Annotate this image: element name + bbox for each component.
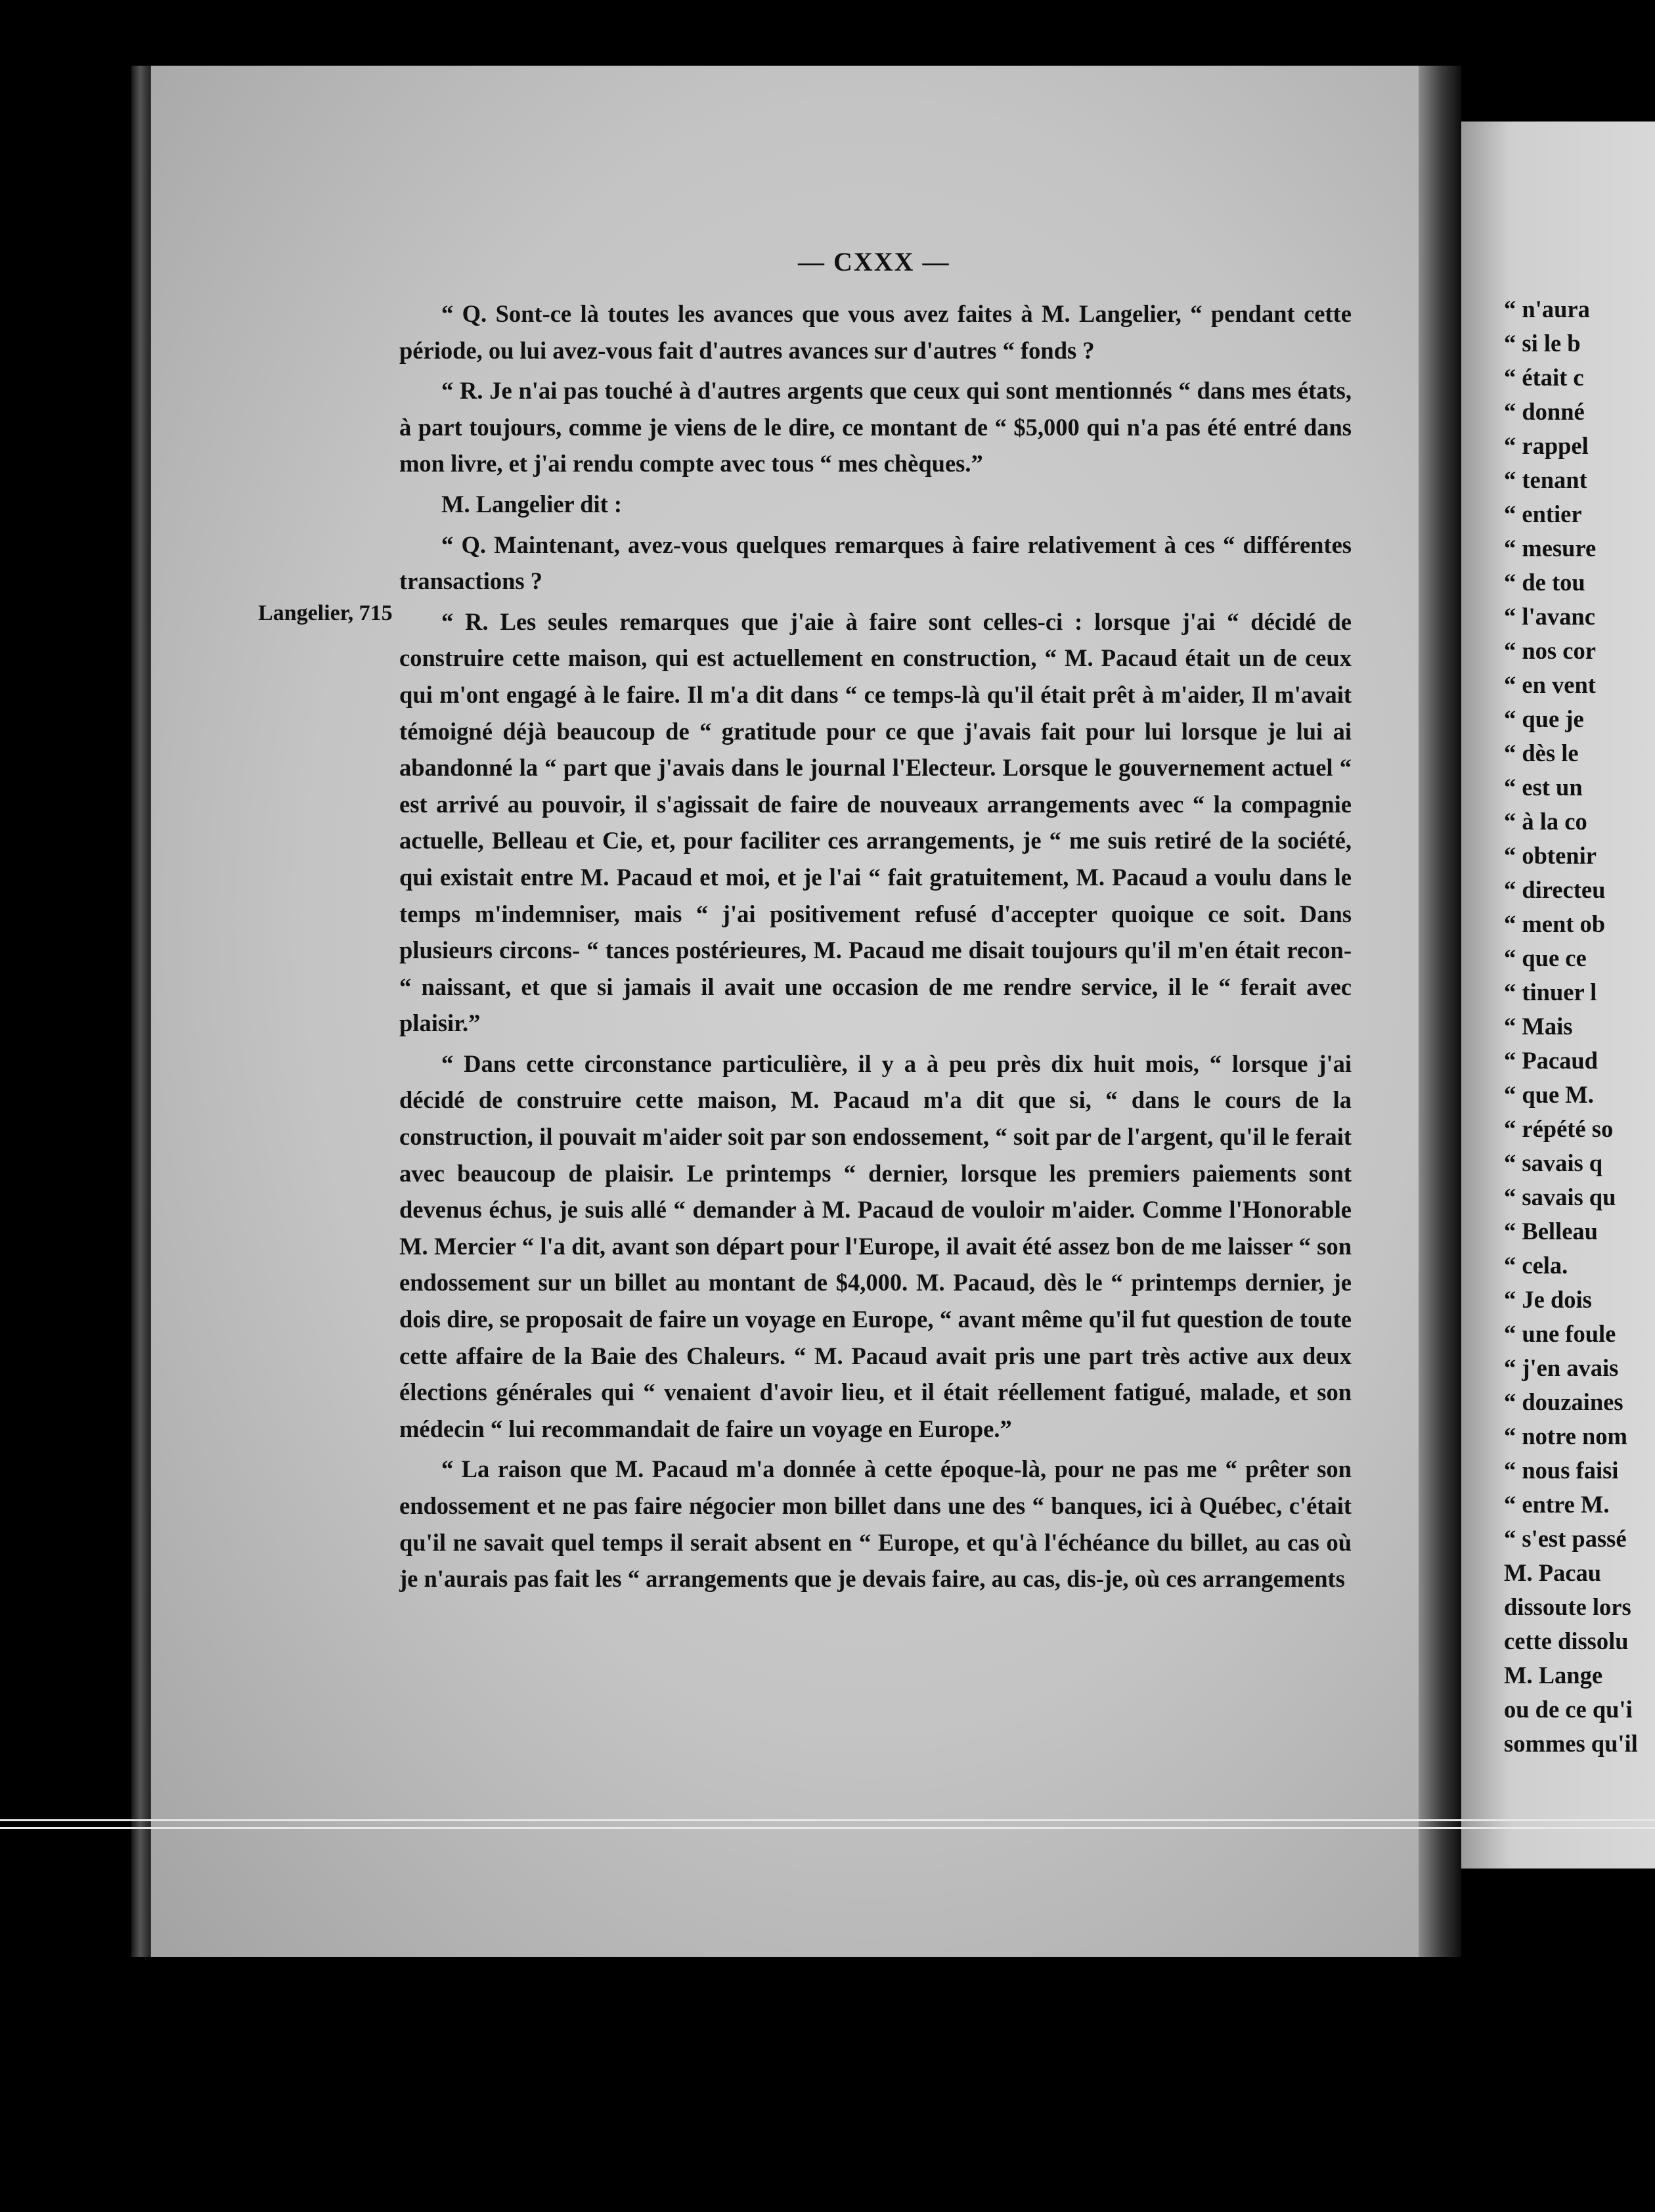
paragraph: “ R. Je n'ai pas touché à d'autres argents que ceux qui sont mentionnés “ dans mes états, à part toujours, comme je viens de le dire, ce montant de “ $5,000 qui n'a pas été entré dans mon livre, et j'ai rendu compte avec tous “ mes chèques.”: [399, 377, 1352, 477]
page-gutter: [1419, 66, 1461, 1957]
scan-line: [0, 1819, 1655, 1821]
right-page-line: “ notre nom: [1504, 1423, 1627, 1449]
paragraph: “ R. Les seules remarques que j'aie à faire sont celles-ci : lorsque j'ai “ décidé de construire cette maison, qui est actuellement en construction, “ M. Pacaud était un de ceux qui m'ont engagé à le faire. Il m'a dit dans “ ce temps-là qu'il était prêt à m'aider, Il m'avait témoigné déjà beaucoup de “ gratitude pour ce que j'avais fait pour lui lorsque je lui ai abandonné la “ part que j'avais dans le journal l'Electeur. Lorsque le gouvernement actuel “ est arrivé au pouvoir, il s'agissait de faire de nouveaux arrangements avec “ la compagnie actuelle, Belleau et Cie, et, pour faciliter ces arrangements, je “ me suis retiré de la société, qui existait entre M. Pacaud et moi, et je l'ai “ fait gratuitement, M. Pacaud a voulu dans le temps m'indemniser, mais “ j'ai positivement refusé d'accepter quoique ce soit. Dans plusieurs circons- “ tances postérieures, M. Pacaud me disait toujours qu'il m'en était recon- “ naissant, et que si jamais il avait une occasion de me rendre service, il le “ ferait avec plaisir.”: [399, 608, 1352, 1037]
right-page-line: “ savais q: [1504, 1149, 1603, 1176]
right-page-line: “ rappel: [1504, 432, 1589, 459]
right-page-line: “ mesure: [1504, 535, 1597, 562]
right-page-line: “ s'est passé: [1504, 1525, 1627, 1552]
right-page-line: M. Pacau: [1504, 1559, 1601, 1586]
right-page-line: “ tenant: [1504, 466, 1587, 493]
right-page-line: “ donné: [1504, 398, 1585, 425]
right-page-line: dissoute lors: [1504, 1593, 1631, 1620]
right-page-line: “ l'avanc: [1504, 603, 1595, 630]
right-page-line: “ Mais: [1504, 1013, 1573, 1040]
right-page-line: “ nos cor: [1504, 637, 1596, 664]
right-page-line: “ j'en avais: [1504, 1354, 1619, 1381]
right-page-line: “ cela.: [1504, 1252, 1568, 1279]
right-page-line: sommes qu'il: [1504, 1730, 1638, 1757]
right-page-line: “ Je dois: [1504, 1286, 1592, 1313]
right-page-line: “ tinuer l: [1504, 979, 1597, 1006]
right-page-line: “ n'aura: [1504, 296, 1590, 322]
right-page-line: “ à la co: [1504, 808, 1587, 835]
right-page-line: “ est un: [1504, 774, 1583, 801]
right-page-line: “ dès le: [1504, 740, 1579, 766]
right-page-line: “ Belleau: [1504, 1218, 1598, 1245]
right-page-line: “ obtenir: [1504, 842, 1597, 869]
right-page-line: “ que ce: [1504, 944, 1587, 971]
scan-line: [0, 1827, 1655, 1829]
page-header: — CXXX —: [798, 247, 950, 276]
right-page-line: “ de tou: [1504, 569, 1585, 596]
right-page-line: “ si le b: [1504, 330, 1581, 357]
right-page-line: “ ment ob: [1504, 910, 1606, 937]
paragraph: “ Q. Maintenant, avez-vous quelques remarques à faire relativement à ces “ différentes transactions ?: [399, 531, 1352, 595]
right-page-line: “ savais qu: [1504, 1183, 1616, 1210]
right-page-line: M. Lange: [1504, 1662, 1603, 1689]
body-text: [399, 296, 1352, 1601]
paragraph: “ Dans cette circonstance particulière, il y a à peu près dix huit mois, “ lorsque j'ai décidé de construire cette maison, M. Pacaud m'a dit que si, “ dans le cours de la construction, il pouvait m'aider soit par son endossement, “ soit par de l'argent, qu'il le ferait avec beaucoup de plaisir. Le printemps “ dernier, lorsque les premiers paiements sont devenus échus, je suis allé “ demander à M. Pacaud de vouloir m'aider. Comme l'Honorable M. Mercier “ l'a dit, avant son départ pour l'Europe, il avait été assez bon de me laisser “ son endossement sur un billet au montant de $4,000. M. Pacaud, dès le “ printemps dernier, je dois dire, se proposait de faire un voyage en Europe, “ avant même qu'il fut question de toute cette affaire de la Baie des Chaleurs. “ M. Pacaud avait pris une part très active aux deux élections générales qui “ venaient d'avoir lieu, et il était réellement fatigué, malade, et son médecin “ lui recommandait de faire un voyage en Europe.”: [399, 1050, 1352, 1442]
paragraph: M. Langelier dit :: [441, 490, 623, 518]
right-page-line: “ était c: [1504, 364, 1584, 391]
right-page-line: “ répété so: [1504, 1115, 1614, 1142]
right-page-line: cette dissolu: [1504, 1627, 1629, 1654]
right-page-text: [1504, 292, 1655, 1761]
right-page-line: “ en vent: [1504, 671, 1596, 698]
right-page-line: “ que M.: [1504, 1081, 1594, 1108]
right-page-line: “ une foule: [1504, 1320, 1616, 1347]
paragraph: “ La raison que M. Pacaud m'a donnée à cette époque-là, pour ne pas me “ prêter son endossement et ne pas faire négocier mon billet dans une des “ banques, ici à Québec, c'était qu'il ne savait quel temps il serait absent en “ Europe, et qu'à l'échéance du billet, au cas où je n'aurais pas fait les “ arrangements que je devais faire, au cas, dis-je, où ces arrangements: [399, 1455, 1352, 1593]
right-page-line: “ entre M.: [1504, 1491, 1610, 1518]
right-page-line: ou de ce qu'i: [1504, 1696, 1633, 1723]
right-page-line: “ entier: [1504, 500, 1582, 527]
margin-note: Langelier, 715: [258, 601, 393, 625]
right-page-line: “ nous faisi: [1504, 1457, 1619, 1484]
right-page-line: “ douzaines: [1504, 1388, 1623, 1415]
paragraph: “ Q. Sont-ce là toutes les avances que vous avez faites à M. Langelier, “ pendant cette période, ou lui avez-vous fait d'autres avances sur d'autres “ fonds ?: [399, 300, 1352, 364]
right-page-line: “ que je: [1504, 705, 1584, 732]
right-page-line: “ directeu: [1504, 876, 1606, 903]
right-page-line: “ Pacaud: [1504, 1047, 1598, 1074]
